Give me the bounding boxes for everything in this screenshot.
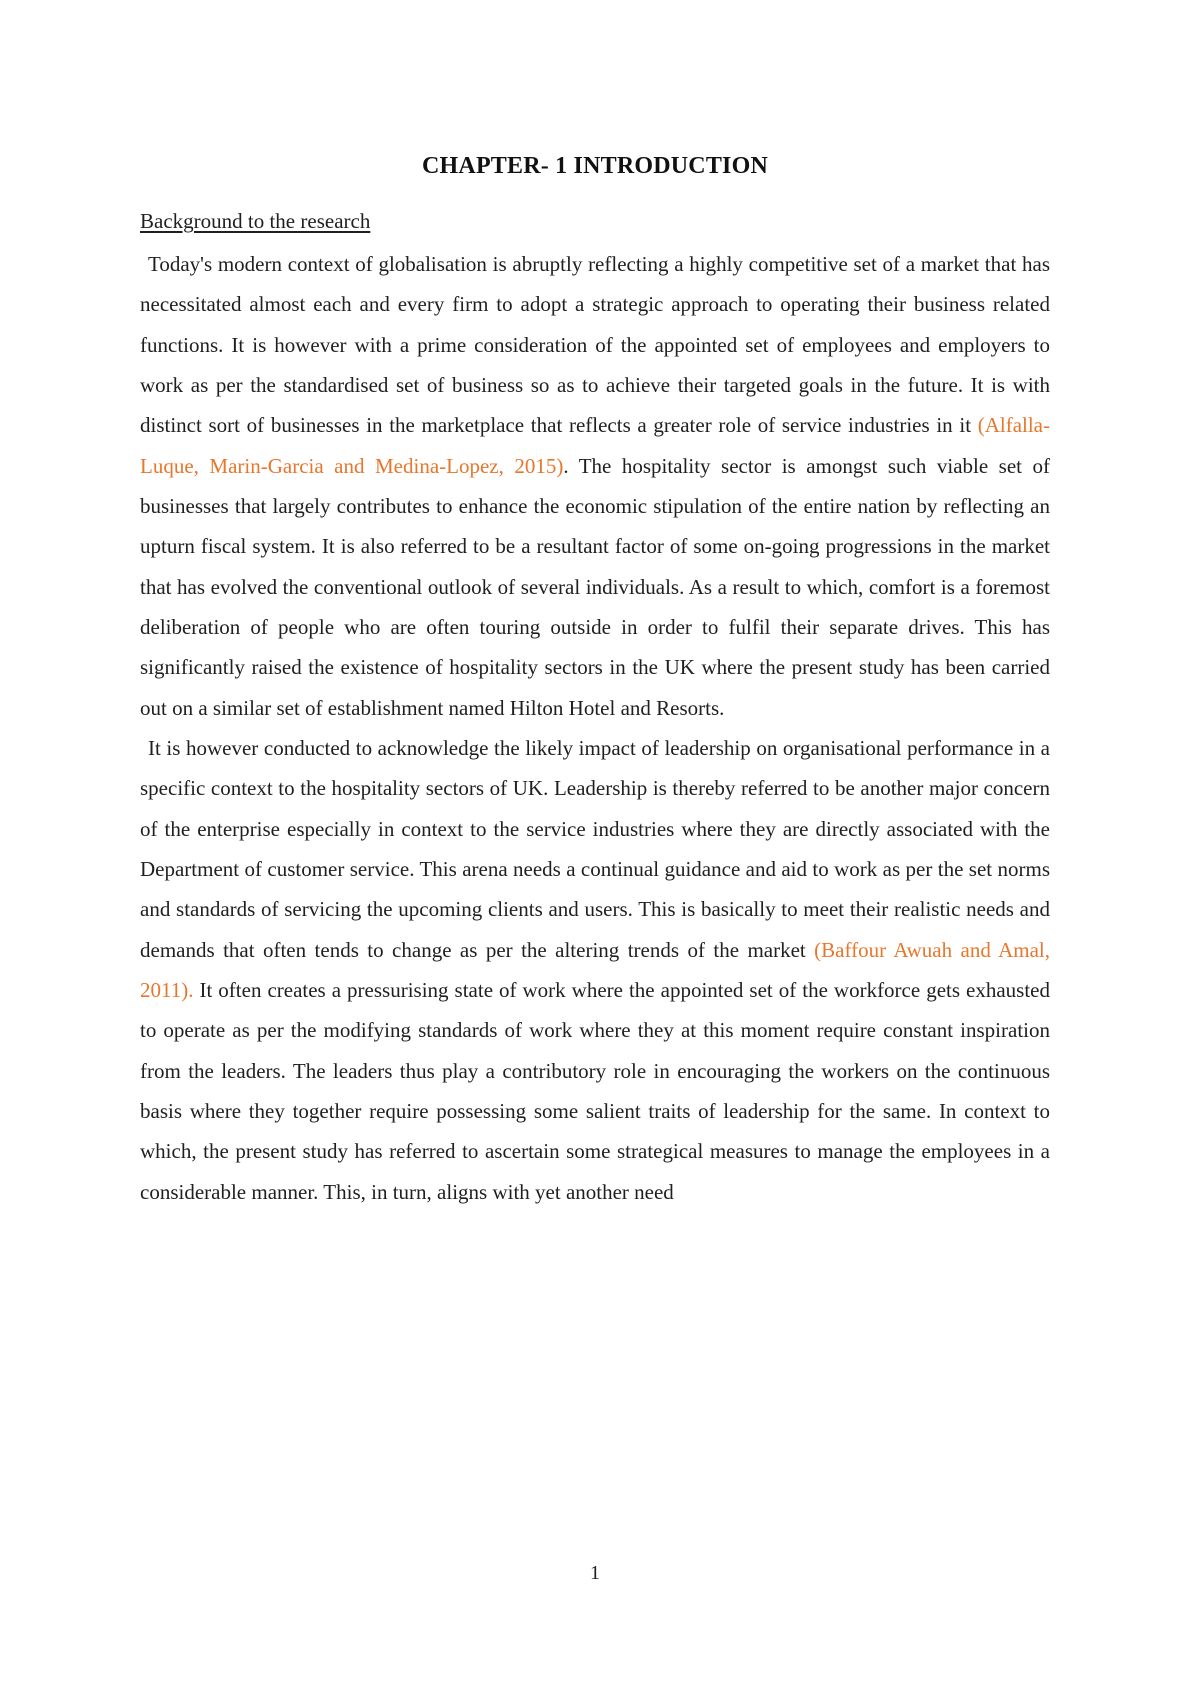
document-page [0, 153, 1190, 1693]
body-text: Today's modern context of globalisation is abruptly reflecting a highly competitive set of a market that has necessitated almost each and every firm to adopt a strategic approach to operating their business related functions. It is however with a prime consideration of the appointed set of employees and employers to work as per the standardised set of business so as to achieve their targeted goals in the future. It is with distinct sort of businesses in the marketplace that reflects a greater role of service industries in it [140, 252, 1050, 438]
document-body [140, 244, 1050, 1212]
paragraph [140, 728, 1050, 1212]
citation-text: (Baffour Awuah and Amal, 2011). [140, 937, 1050, 1002]
chapter-title: CHAPTER- 1 INTRODUCTION [422, 153, 768, 179]
page-number: 1 [590, 1562, 600, 1584]
body-text: . The hospitality sector is amongst such viable set of businesses that largely contributes to enhance the economic stipulation of the entire nation by reflecting an upturn fiscal system. It is also referred to be a resultant factor of some on-going progressions in the market that has evolved the conventional outlook of several individuals. As a result to which, comfort is a foremost deliberation of people who are often touring outside in order to fulfil their separate drives. This has significantly raised the existence of hospitality sectors in the UK where the present study has been carried out on a similar set of establishment named Hilton Hotel and Resorts. [140, 453, 1051, 720]
citation-text: (Alfalla-Luque, Marin-Garcia and Medina-Lopez, 2015) [140, 413, 1050, 478]
body-text: It is however conducted to acknowledge the likely impact of leadership on organisational performance in a specific context to the hospitality sectors of UK. Leadership is thereby referred to be another major concern of the enterprise especially in context to the service industries where they are directly associated with the Department of customer service. This arena needs a continual guidance and aid to work as per the set norms and standards of servicing the upcoming clients and users. This is basically to meet their realistic needs and demands that often tends to change as per the altering trends of the market [140, 735, 1050, 962]
paragraph [140, 244, 1050, 728]
section-heading: Background to the research [140, 209, 371, 233]
body-text: It often creates a pressurising state of work where the appointed set of the workforce gets exhausted to operate as per the modifying standards of work where they at this moment require constant inspiration from the leaders. The leaders thus play a contributory role in encouraging the workers on the continuous basis where they together require possessing some salient traits of leadership for the same. In context to which, the present study has referred to ascertain some strategical measures to manage the employees in a considerable manner. This, in turn, aligns with yet another need [140, 977, 1050, 1204]
